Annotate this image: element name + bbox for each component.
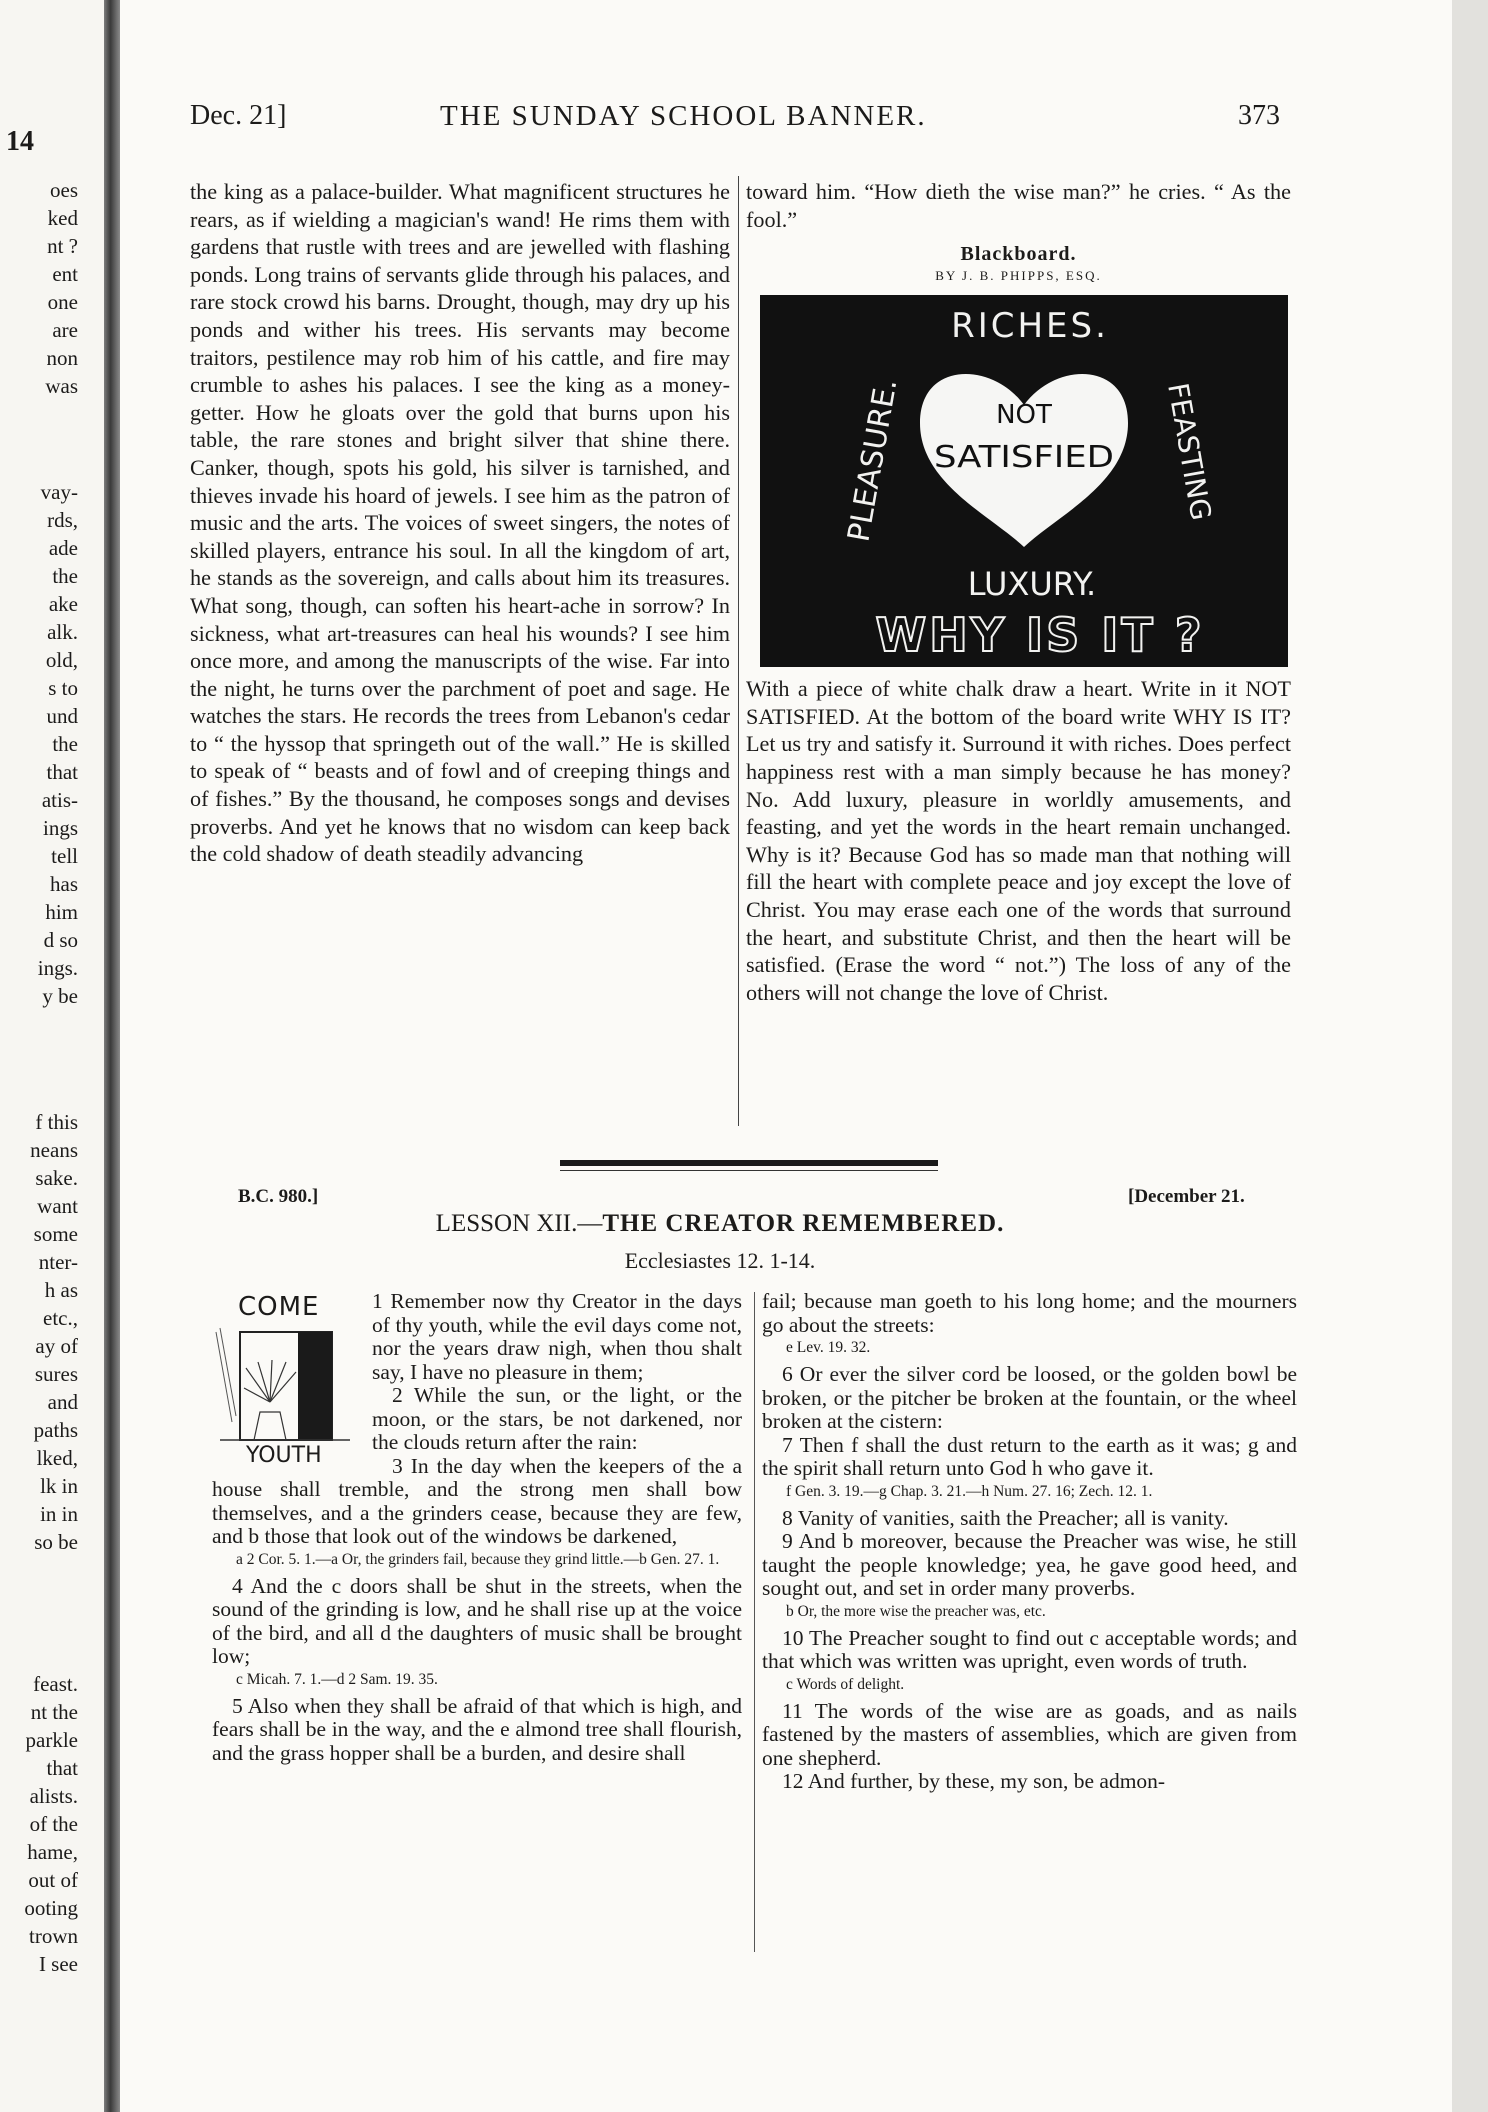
previous-page-line: non [46, 346, 78, 370]
previous-page-line: ked [47, 206, 78, 230]
previous-page-line: ade [48, 536, 78, 560]
previous-page-line: him [45, 900, 78, 924]
word-pleasure: PLEASURE. [841, 376, 905, 545]
previous-page-line: was [45, 374, 78, 398]
footnote: c Words of delight. [786, 1675, 905, 1693]
footnote: e Lev. 19. 32. [786, 1339, 871, 1356]
previous-page-line: nter- [38, 1250, 78, 1274]
previous-page-line: vay- [40, 480, 78, 504]
previous-page-line: the [52, 732, 78, 756]
previous-page-line: h as [44, 1278, 78, 1302]
verse: 11 The words of the wise are as goads, and as nails fastened by the masters of assemblies, which are given from one shepherd. [762, 1698, 1297, 1770]
previous-page-edge [0, 0, 118, 2112]
header-title: THE SUNDAY SCHOOL BANNER. [440, 100, 927, 132]
previous-page-line: ake [48, 592, 78, 616]
lesson-column-divider [754, 1292, 755, 1952]
book-spine [104, 0, 120, 2112]
illustration-word-come: COME [238, 1292, 320, 1322]
previous-page-line: paths [33, 1418, 78, 1442]
verse: 9 And b moreover, because the Preacher was wise, he still taught the people knowledge; yea, he gave good heed, and sought out, and set in order many proverbs. [762, 1529, 1297, 1600]
previous-page-line: has [50, 872, 78, 896]
scan-margin [1452, 0, 1488, 2112]
previous-page-line: that [46, 760, 78, 784]
section-rule-thin [560, 1170, 938, 1171]
verse: 7 Then f shall the dust return to the earth as it was; g and the spirit shall return unto God h who gave it. [762, 1432, 1297, 1480]
previous-page-line: that [46, 1756, 78, 1780]
previous-page-line: want [37, 1194, 78, 1218]
verse: 8 Vanity of vanities, saith the Preacher; all is vanity. [782, 1505, 1229, 1530]
lesson-left-column [212, 1290, 742, 1765]
previous-page-line: of the [29, 1812, 78, 1836]
continuation-text: toward him. “How dieth the wise man?” he cries. “ As the fool.” [746, 179, 1291, 232]
verse-continuation: fail; because man goeth to his long home; and the mourners go about the streets: [762, 1289, 1297, 1337]
word-luxury: LUXURY. [967, 565, 1097, 604]
lesson-heading [200, 1210, 1240, 1238]
lesson-date: [December 21. [1128, 1186, 1245, 1207]
previous-page-line: tell [51, 844, 78, 868]
previous-page-line: atis- [41, 788, 78, 812]
verse: 10 The Preacher sought to find out c acceptable words; and that which was written was upright, even words of truth. [762, 1625, 1297, 1673]
previous-page-line: s to [48, 676, 78, 700]
previous-page-line: d so [43, 928, 78, 952]
footnote: b Or, the more wise the preacher was, etc. [786, 1602, 1046, 1620]
left-column-text: the king as a palace-builder. What magnificent structures he rears, as if wielding a magician's wand! He rims them with gardens that rustle with trees and are jewelled with flashing ponds. Long trains of servants glide through his palaces, and rare stock crowd his barns. Drought, though, may dry up his ponds and wither his trees. His servants may become traitors, pestilence may rob him of his cattle, and fire may crumble to ashes his palaces. I see the king as a money-getter. How he gloats over the gold that burns upon his table, the rare stones and bright silver that shine there. Canker, though, spots his gold, his silver is tarnished, and thieves invade his hoard of jewels. I see him as the patron of music and the arts. The voices of sweet singers, the notes of skilled players, entrance his soul. In all the kingdom of art, he stands as the sovereign, and calls about him its treasures. What song, though, can soften his heart-ache in sorrow? In sickness, what art-treasures can heal his wounds? I see him once more, and among the manuscripts of the wise. Far into the night, he turns over the parchment of poet and sage. He watches the stars. He records the trees from Lebanon's cedar to “ the hyssop that springeth out of the wall.” He is skilled to speak of “ beasts and of fowl and of creeping things and of fishes.” By the thousand, he composes songs and devises proverbs. And yet he knows that no wisdom can keep back the cold shadow of death steadily advancing [190, 179, 730, 867]
previous-page-line: nt the [30, 1700, 78, 1724]
previous-page-line: alists. [29, 1784, 78, 1808]
footnote: f Gen. 3. 19.—g Chap. 3. 21.—h Num. 27. 16; Zech. 12. 1. [786, 1482, 1153, 1500]
word-satisfied: SATISFIED [934, 440, 1114, 476]
blackboard-explanation: With a piece of white chalk draw a heart. Write in it NOT SATISFIED. At the bottom of the board write WHY IS IT? Let us try and satisfy it. Surround it with riches. Does perfect happiness rest with a man simply because he has money? No. Add luxury, pleasure in worldly amusements, and feasting, and yet the words in the heart remain unchanged. Why is it? Because God has so made man that nothing will fill the heart with complete peace and joy except the love of Christ. You may erase each one of the words that surround the heart, and substitute Christ, and then the heart will be satisfied. (Erase the word “ not.”) The loss of any of the others will not change the love of Christ. [746, 676, 1291, 1005]
previous-page-line: some [33, 1222, 78, 1246]
previous-page-line: und [46, 704, 78, 728]
lesson-title: THE CREATOR REMEMBERED. [602, 1210, 1005, 1237]
previous-page-line: ooting [24, 1896, 78, 1920]
previous-page-line: lked, [36, 1446, 78, 1470]
previous-page-line: out of [28, 1868, 78, 1892]
previous-page-line: the [52, 564, 78, 588]
question-why-is-it: WHY IS IT ? [875, 608, 1205, 663]
come-youth-illustration [210, 1292, 362, 1476]
previous-page-line: lk in [40, 1474, 78, 1498]
illustration-word-youth: YOUTH [246, 1443, 322, 1468]
previous-page-line: sake. [35, 1166, 78, 1190]
previous-page-line: I see [38, 1952, 78, 1976]
previous-page-line: in in [40, 1502, 78, 1526]
previous-page-line: parkle [25, 1728, 78, 1752]
previous-page-line: nt ? [47, 234, 78, 258]
right-column [746, 178, 1291, 1006]
previous-page-line: trown [29, 1924, 78, 1948]
word-riches: RICHES. [951, 306, 1109, 347]
lesson-right-column [762, 1290, 1297, 1794]
previous-page-line: hame, [27, 1840, 78, 1864]
verse: 3 In the day when the keepers of the a house shall tremble, and the strong men shall bow themselves, and a the grinders cease, because they are few, and b those that look out of the windows be darkened, [212, 1453, 742, 1548]
blackboard-illustration [760, 295, 1288, 667]
previous-page-line: sures [34, 1362, 78, 1386]
blackboard-byline: BY J. B. PHIPPS, ESQ. [935, 268, 1102, 284]
running-header [190, 100, 1280, 140]
verse: 2 While the sun, or the light, or the moon, or the stars, be not darkened, nor the clouds return after the rain: [372, 1383, 742, 1454]
verse: 1 Remember now thy Creator in the days of thy youth, while the evil days come not, nor the years draw nigh, when thou shalt say, I have no pleasure in them; [372, 1289, 742, 1384]
previous-page-line: ay of [35, 1334, 78, 1358]
column-divider [738, 176, 739, 1126]
header-date: Dec. 21] [190, 100, 287, 131]
verse: 5 Also when they shall be afraid of that which is high, and fears shall be in the way, and the e almond tree shall flourish, and the grass hopper shall be a burden, and desire shall [212, 1693, 742, 1765]
scripture-reference: Ecclesiastes 12. 1-14. [624, 1248, 816, 1273]
lesson-date-bc: B.C. 980.] [238, 1186, 319, 1207]
verse: 6 Or ever the silver cord be loosed, or the golden bowl be broken, or the pitcher be broken at the fountain, or the wheel broken at the cistern: [762, 1362, 1297, 1433]
previous-page-line: so be [34, 1530, 78, 1554]
header-page-number: 373 [1238, 100, 1280, 131]
previous-page-line: are [52, 318, 78, 342]
previous-page-line: oes [50, 178, 78, 202]
lesson-number: LESSON XII.— [435, 1210, 603, 1237]
previous-page-line: ings. [37, 956, 78, 980]
previous-page-line: neans [30, 1138, 78, 1162]
previous-page-line: f this [35, 1110, 78, 1134]
verse: 4 And the c doors shall be shut in the streets, when the sound of the grinding is low, and he shall rise up at the voice of the bird, and all d the daughters of music shall be brought low; [212, 1573, 742, 1668]
previous-page-line: old, [45, 648, 78, 672]
previous-page-line: ings [42, 816, 78, 840]
previous-page-line: rds, [47, 508, 78, 532]
previous-page-number: 14 [6, 126, 34, 157]
blackboard-heading: Blackboard. [960, 243, 1077, 266]
section-rule [560, 1160, 938, 1166]
footnote: c Micah. 7. 1.—d 2 Sam. 19. 35. [236, 1670, 438, 1688]
word-feasting: FEASTING [1161, 380, 1218, 524]
previous-page-line: one [47, 290, 78, 314]
footnote: a 2 Cor. 5. 1.—a Or, the grinders fail, because they grind little.—b Gen. 27. 1. [236, 1550, 720, 1568]
verse: 12 And further, by these, my son, be admon- [782, 1769, 1166, 1793]
word-not: NOT [996, 400, 1052, 431]
previous-page-line: feast. [33, 1672, 78, 1696]
previous-page-line: alk. [47, 620, 78, 644]
previous-page-line: and [47, 1390, 78, 1414]
previous-page-line: etc., [43, 1306, 78, 1330]
previous-page-line: y be [42, 984, 78, 1008]
previous-page-line: ent [52, 262, 78, 286]
